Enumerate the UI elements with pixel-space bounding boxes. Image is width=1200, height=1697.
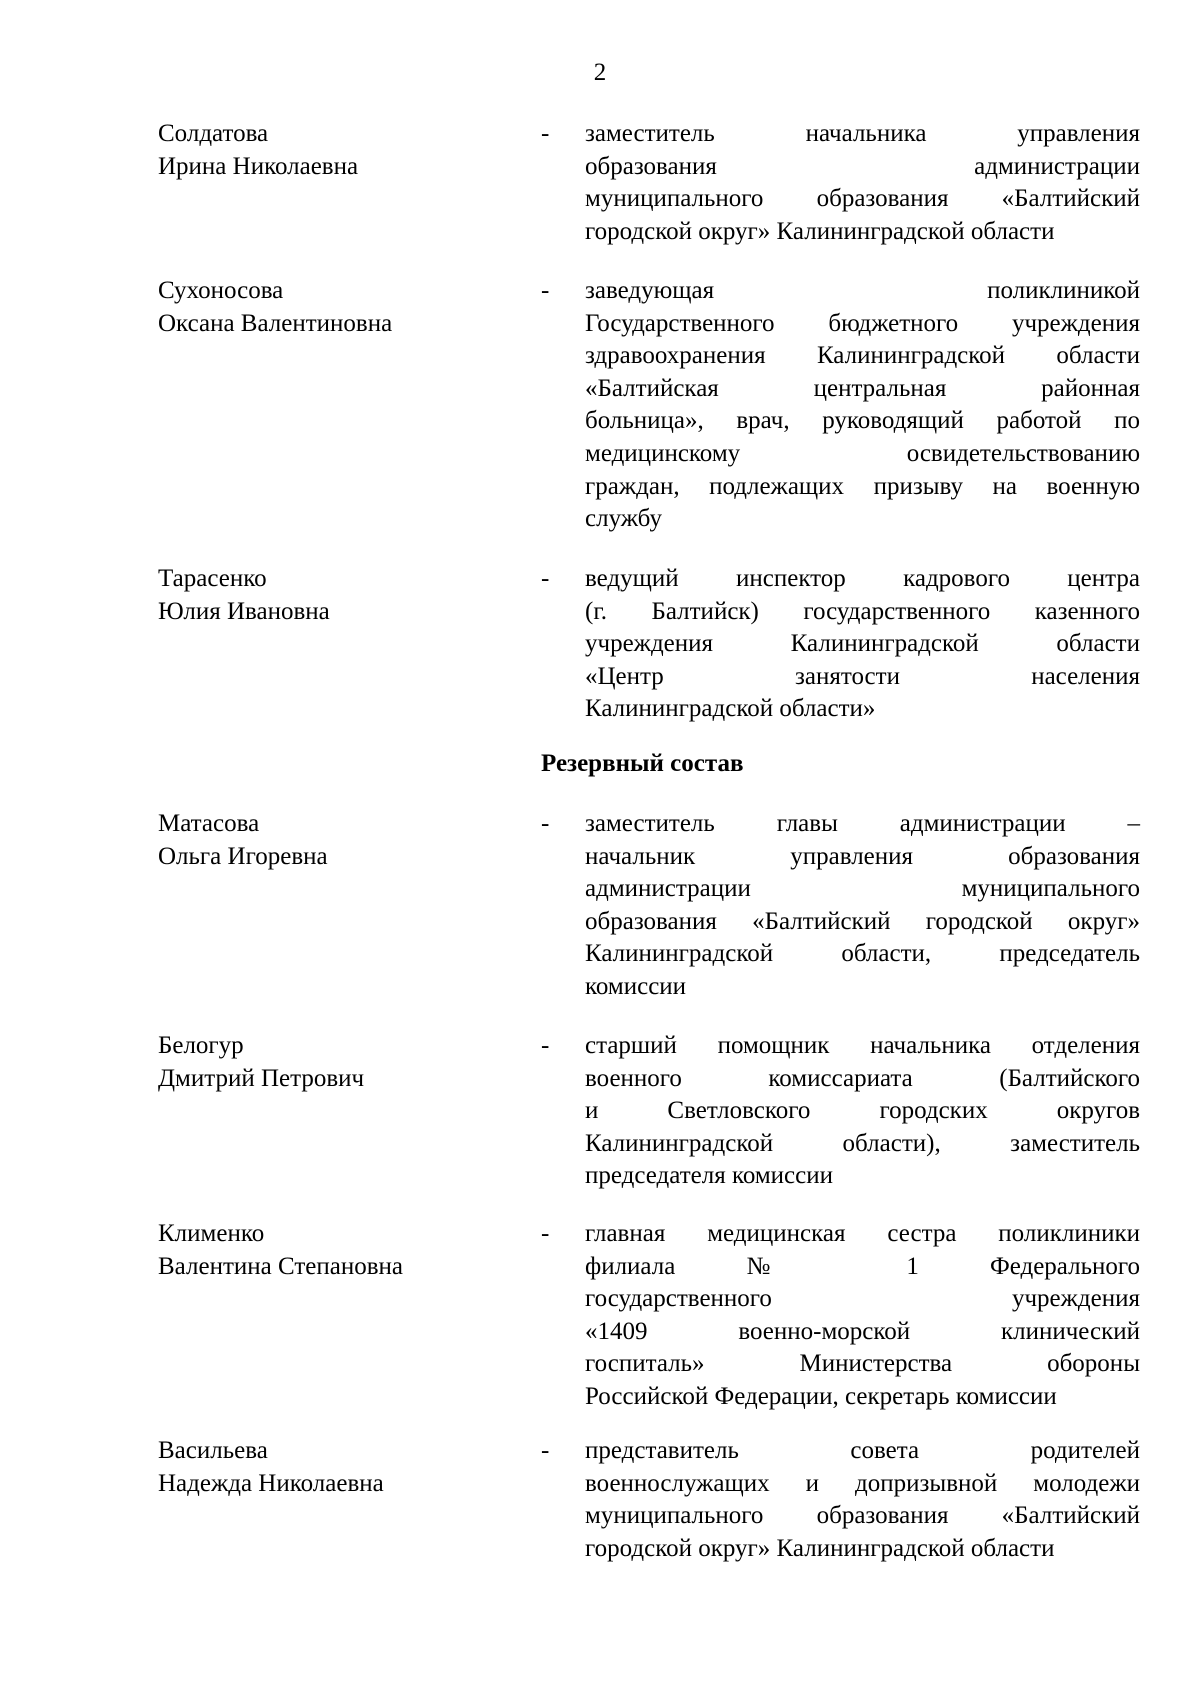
member-surname: Клименко [158, 1220, 265, 1247]
position-line: главная медицинская сестра поликлиники [585, 1220, 1140, 1247]
member-name [158, 808, 518, 873]
position-line: службу [585, 505, 662, 533]
position-line: военнослужащих и допризывной молодежи [585, 1469, 1140, 1497]
dash-separator: - [541, 1220, 550, 1247]
position-line: комиссии [585, 972, 687, 1000]
member-given-names: Дмитрий Петрович [158, 1064, 365, 1092]
position-line: образования «Балтийский городской округ» [585, 907, 1140, 935]
position-line: представитель совета родителей [585, 1437, 1140, 1464]
member-given-names: Ирина Николаевна [158, 152, 359, 180]
page-number: 2 [593, 59, 607, 86]
position-line: администрации муниципального [585, 875, 1140, 903]
member-position [585, 1435, 1140, 1565]
member-name [158, 563, 518, 628]
position-line: образования администрации [585, 152, 1140, 180]
member-name [158, 1435, 518, 1500]
position-line: «Центр занятости населения [585, 662, 1140, 690]
member-position [585, 563, 1140, 726]
member-given-names: Юлия Ивановна [158, 597, 330, 625]
position-line: Калининградской области), заместитель [585, 1129, 1140, 1157]
position-line: заместитель начальника управления [585, 120, 1140, 147]
member-surname: Васильева [158, 1437, 268, 1464]
position-line: Государственного бюджетного учреждения [585, 309, 1140, 337]
member-name [158, 1030, 518, 1095]
member-surname: Матасова [158, 810, 260, 837]
position-line: (г. Балтийск) государственного казенного [585, 597, 1140, 625]
position-line: начальник управления образования [585, 842, 1140, 870]
member-name [158, 118, 518, 183]
dash-separator: - [541, 1437, 550, 1464]
position-line: заведующая поликлиникой [585, 277, 1140, 304]
position-line: заместитель главы администрации – [585, 810, 1140, 837]
position-line: городской округ» Калининградской области [585, 1534, 1055, 1562]
position-line: госпиталь» Министерства обороны [585, 1350, 1140, 1378]
member-name [158, 1218, 518, 1283]
position-line: старший помощник начальника отделения [585, 1032, 1140, 1059]
position-line: военного комиссариата (Балтийского [585, 1064, 1140, 1092]
member-given-names: Ольга Игоревна [158, 842, 328, 870]
member-position [585, 275, 1140, 536]
dash-separator: - [541, 810, 550, 837]
position-line: государственного учреждения [585, 1285, 1140, 1313]
dash-separator: - [541, 277, 550, 304]
position-line: здравоохранения Калининградской области [585, 342, 1140, 370]
member-position [585, 1030, 1140, 1193]
position-line: «1409 военно-морской клинический [585, 1317, 1140, 1345]
section-heading-reserve: Резервный состав [541, 750, 744, 777]
member-position [585, 118, 1140, 248]
position-line: муниципального образования «Балтийский [585, 185, 1140, 213]
dash-separator: - [541, 120, 550, 147]
member-surname: Солдатова [158, 120, 269, 147]
dash-separator: - [541, 1032, 550, 1059]
position-line: ведущий инспектор кадрового центра [585, 565, 1140, 592]
position-line: медицинскому освидетельствованию [585, 439, 1140, 467]
position-line: учреждения Калининградской области [585, 630, 1140, 658]
position-line: «Балтийская центральная районная [585, 374, 1140, 402]
member-given-names: Надежда Николаевна [158, 1469, 384, 1497]
member-surname: Сухоносова [158, 277, 284, 304]
member-position [585, 808, 1140, 1004]
position-line: граждан, подлежащих призыву на военную [585, 472, 1140, 500]
member-name [158, 275, 518, 340]
position-line: Калининградской области» [585, 695, 876, 723]
member-surname: Белогур [158, 1032, 244, 1059]
position-line: Российской Федерации, секретарь комиссии [585, 1382, 1057, 1410]
position-line: городской округ» Калининградской области [585, 217, 1055, 245]
position-line: больница», врач, руководящий работой по [585, 407, 1140, 435]
position-line: филиала № 1 Федерального [585, 1252, 1140, 1280]
position-line: муниципального образования «Балтийский [585, 1502, 1140, 1530]
member-position [585, 1218, 1140, 1414]
position-line: председателя комиссии [585, 1162, 833, 1190]
position-line: и Светловского городских округов [585, 1097, 1140, 1125]
dash-separator: - [541, 565, 550, 592]
member-given-names: Валентина Степановна [158, 1252, 403, 1280]
member-given-names: Оксана Валентиновна [158, 309, 393, 337]
member-surname: Тарасенко [158, 565, 267, 592]
position-line: Калининградской области, председатель [585, 940, 1140, 968]
